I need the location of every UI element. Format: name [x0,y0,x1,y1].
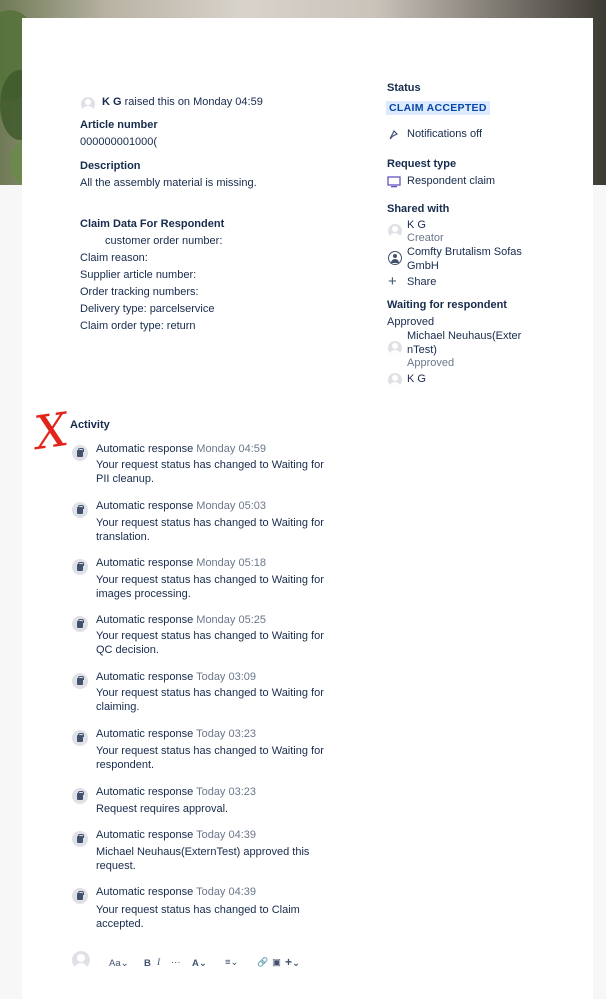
approved-header: Approved [387,316,435,328]
activity-header [96,443,266,455]
message-line: respondent. [96,759,155,771]
activity-time: Today 04:39 [196,829,257,841]
robot-icon [72,788,88,804]
plus-icon: + [285,955,293,969]
creator-role: Creator [407,232,444,244]
activity-author[interactable]: Automatic response [96,786,194,798]
waiting-label: Waiting for respondent [387,299,507,311]
robot-icon [72,831,88,847]
activity-message [96,516,351,544]
robot-icon [72,730,88,746]
chevron-down-icon: ⌄ [120,958,129,969]
image-button[interactable]: ▣ [272,957,281,968]
chevron-down-icon: ⌄ [198,958,207,969]
bell-off-icon [388,129,400,141]
activity-header [96,557,266,569]
activity-message [96,802,351,816]
insert-button[interactable] [285,955,300,969]
message-line: accepted. [96,918,144,930]
robot-icon [72,502,88,518]
approver-status: Approved [407,357,455,369]
activity-time: Monday 05:25 [196,614,266,626]
activity-author[interactable]: Automatic response [96,886,194,898]
approver-name-line2[interactable]: nTest) [407,344,437,356]
reporter-avatar [81,97,95,111]
activity-message [96,845,351,873]
activity-message [96,903,351,931]
activity-message [96,573,351,601]
italic-button[interactable]: I [157,958,161,968]
description-value: All the assembly material is missing. [80,177,257,189]
bold-button[interactable]: B [144,958,151,969]
activity-title: Activity [70,419,110,431]
activity-author[interactable]: Automatic response [96,614,194,626]
raised-line [102,96,263,108]
message-line: PII cleanup. [96,473,155,485]
claim-line-reason: Claim reason: [80,252,148,264]
text-color-label: A [192,958,199,969]
approver2-name[interactable]: K G [407,373,426,385]
activity-time: Monday 04:59 [196,443,266,455]
plus-icon: + [388,273,397,290]
creator-name[interactable]: K G [407,219,426,231]
message-line: translation. [96,531,150,543]
robot-icon [72,673,88,689]
monitor-icon [387,176,401,188]
message-line: QC decision. [96,644,159,656]
activity-header [96,728,256,740]
activity-message [96,629,351,657]
chevron-down-icon: ⌄ [230,957,239,968]
message-line: Your request status has changed to Waiting for [96,630,324,642]
approver-name-line1[interactable]: Michael Neuhaus(Exter [407,330,522,342]
approver2-avatar [388,373,402,387]
status-value: CLAIM ACCEPTED [386,101,490,115]
claim-data-label: Claim Data For Respondent [80,218,225,230]
list-icon: ≡ [225,957,231,968]
share-label: Share [407,276,437,288]
activity-message [96,458,351,486]
claim-line-supplier-article: Supplier article number: [80,269,197,281]
activity-time: Today 04:39 [196,886,257,898]
robot-icon [72,888,88,904]
activity-time: Monday 05:18 [196,557,266,569]
message-line: Request requires approval. [96,803,229,815]
activity-author[interactable]: Automatic response [96,728,194,740]
message-line: Your request status has changed to Waiting for [96,459,324,471]
article-number-label: Article number [80,119,158,131]
activity-header [96,614,266,626]
approver-avatar [388,341,402,355]
more-formatting-button[interactable]: ··· [171,957,181,968]
robot-icon [72,559,88,575]
organization-icon [388,251,402,265]
claim-line-customer-order: customer order number: [105,235,223,247]
request-card [22,18,593,999]
activity-author[interactable]: Automatic response [96,829,194,841]
article-number-value: 000000001000( [80,136,158,148]
activity-time: Monday 05:03 [196,500,266,512]
reporter-name[interactable]: K G [102,96,122,108]
activity-message [96,686,351,714]
text-color-button[interactable] [192,958,207,969]
activity-time: Today 03:23 [196,728,257,740]
activity-author[interactable]: Automatic response [96,671,194,683]
claim-line-tracking: Order tracking numbers: [80,286,199,298]
message-line: images processing. [96,588,191,600]
activity-message [96,744,351,772]
request-type-value: Respondent claim [407,175,496,187]
message-line: Your request status has changed to Claim [96,904,300,916]
notifications-text: Notifications off [407,128,483,140]
list-button[interactable] [225,957,239,968]
creator-avatar [388,224,402,238]
request-type-label: Request type [387,158,457,170]
status-label: Status [387,82,421,94]
message-line: Your request status has changed to Waiting for [96,745,324,757]
claim-line-delivery-type: Delivery type: parcelservice [80,303,215,315]
current-user-avatar [72,951,90,969]
activity-header [96,829,256,841]
text-style-label: Aa [109,958,121,969]
shared-with-label: Shared with [387,203,450,215]
activity-author[interactable]: Automatic response [96,557,194,569]
org-name-line1[interactable]: Comfty Brutalism Sofas [407,246,522,258]
message-line: Your request status has changed to Waiting for [96,687,324,699]
chevron-down-icon: ⌄ [292,958,300,969]
claim-line-order-type: Claim order type: return [80,320,196,332]
status-lozenge[interactable] [386,98,490,116]
message-line: Your request status has changed to Waiting for [96,574,324,586]
activity-author[interactable]: Automatic response [96,443,194,455]
annotation-x-mark: X [31,401,72,461]
robot-icon [72,616,88,632]
raised-text: raised this on Monday 04:59 [124,96,263,108]
message-line: Your request status has changed to Waiting for [96,517,324,529]
robot-icon [72,445,88,461]
activity-header [96,500,266,512]
activity-header [96,886,256,898]
activity-header [96,671,256,683]
message-line: Michael Neuhaus(ExternTest) approved this [96,846,310,858]
activity-header [96,786,256,798]
link-button[interactable]: 🔗 [257,957,269,967]
activity-time: Today 03:09 [196,671,257,683]
activity-author[interactable]: Automatic response [96,500,194,512]
message-line: claiming. [96,701,140,713]
description-label: Description [80,160,141,172]
message-line: request. [96,860,136,872]
text-style-button[interactable] [109,958,129,969]
org-name-line2[interactable]: GmbH [407,260,439,272]
activity-time: Today 03:23 [196,786,257,798]
